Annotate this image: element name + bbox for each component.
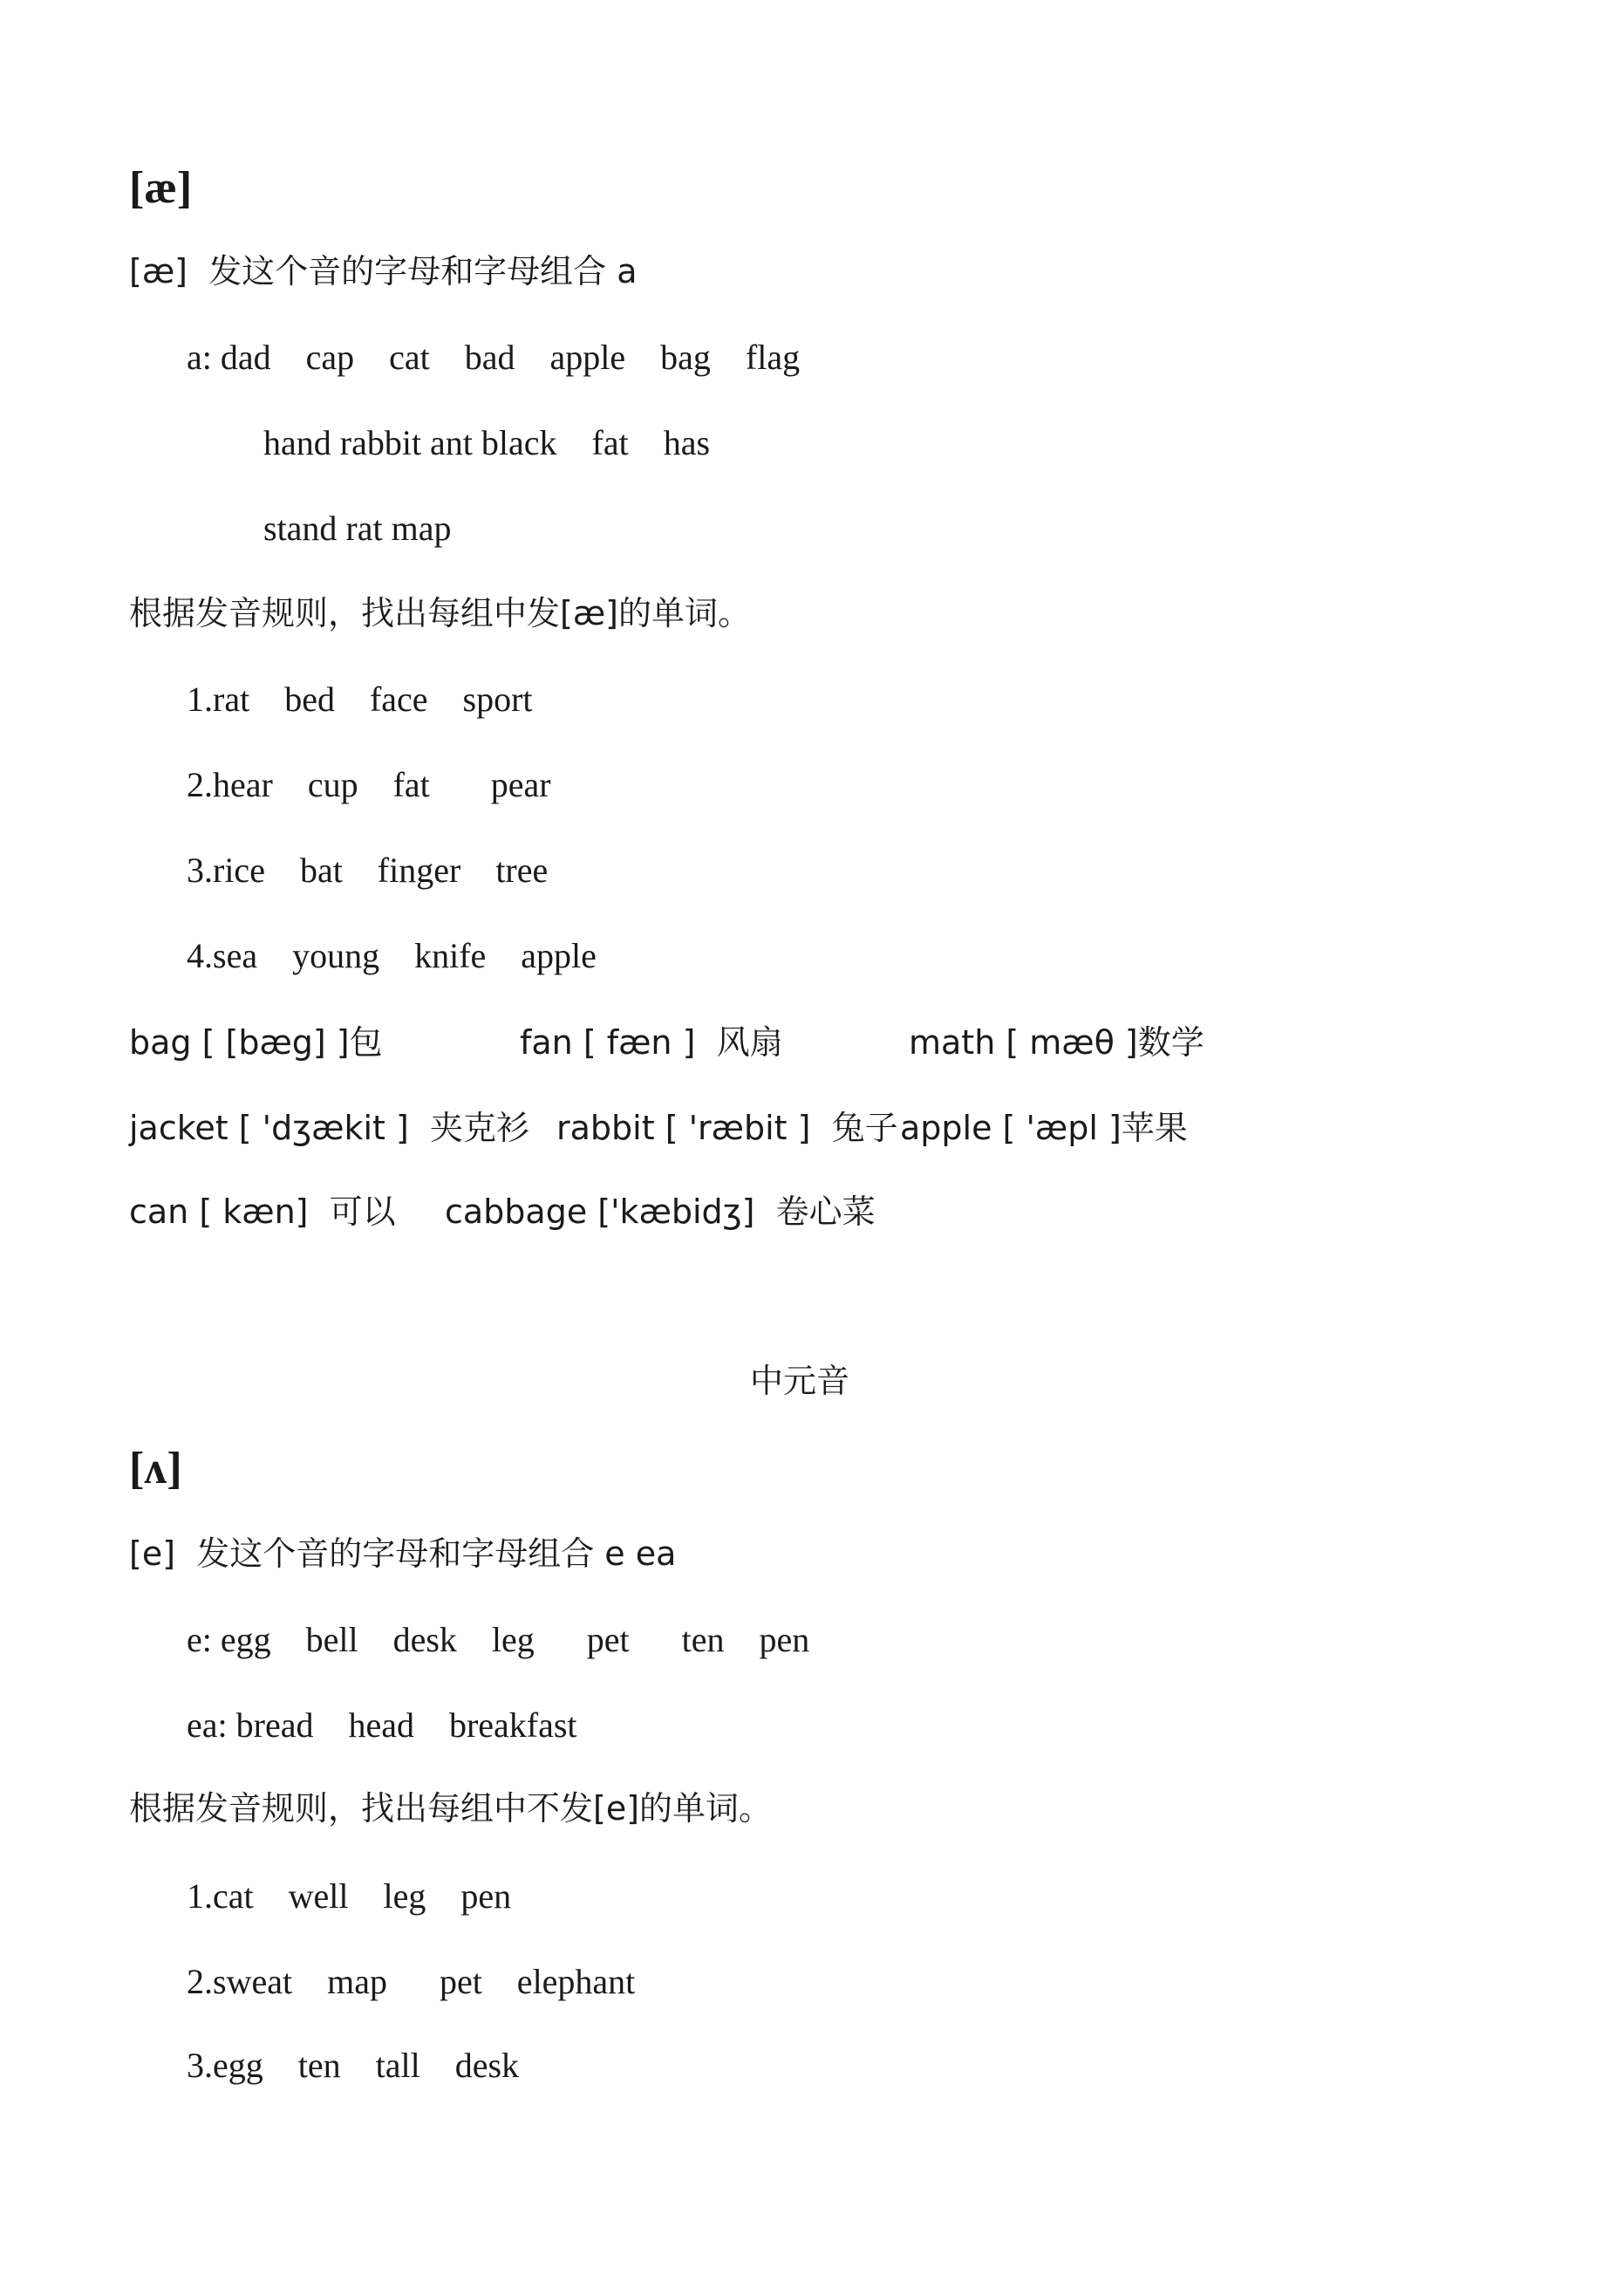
section2-intro: [e] 发这个音的字母和字母组合 e ea (129, 1534, 677, 1573)
section2-heading: [ʌ] (129, 1444, 182, 1493)
section1-example-line: stand rat map (263, 509, 452, 548)
vocab-entry: math [ mæθ ]数学 (909, 1023, 1204, 1062)
middle-vowel-title: 中元音 (750, 1362, 850, 1400)
section1-heading: [æ] (129, 163, 193, 213)
vocab-entry: jacket [ 'dʒækit ] 夹克衫 (129, 1109, 530, 1147)
section1-exercise-item: 4.sea young knife apple (187, 936, 597, 975)
section1-exercise-title: 根据发音规则，找出每组中发[æ]的单词。 (129, 594, 751, 632)
section2-exercise-title: 根据发音规则，找出每组中不发[e]的单词。 (129, 1789, 773, 1828)
section1-exercise-item: 2.hear cup fat pear (187, 765, 551, 804)
section1-example-line: hand rabbit ant black fat has (263, 423, 711, 462)
vocab-entry: rabbit [ 'ræbit ] 兔子 (556, 1109, 898, 1147)
vocab-entry: can [ kæn] 可以 (129, 1192, 396, 1231)
vocab-entry: cabbage ['kæbidʒ] 卷心菜 (445, 1192, 876, 1231)
section2-exercise-item: 2.sweat map pet elephant (187, 1962, 636, 2001)
section1-exercise-item: 3.rice bat finger tree (187, 851, 549, 890)
section1-exercise-item: 1.rat bed face sport (187, 680, 533, 719)
section2-exercise-item: 1.cat well leg pen (187, 1876, 512, 1916)
section2-example-line: ea: bread head breakfast (187, 1705, 577, 1745)
vocab-entry: bag [ [bæg] ]包 (129, 1023, 383, 1062)
vocab-entry: apple [ 'æpl ]苹果 (900, 1109, 1188, 1147)
vocab-entry: fan [ fæn ] 风扇 (520, 1023, 783, 1062)
section1-intro: [æ] 发这个音的字母和字母组合 a (129, 252, 638, 290)
section2-example-line: e: egg bell desk leg pet ten pen (187, 1620, 810, 1659)
section2-exercise-item: 3.egg ten tall desk (187, 2046, 520, 2085)
section1-example-line: a: dad cap cat bad apple bag flag (187, 338, 801, 377)
